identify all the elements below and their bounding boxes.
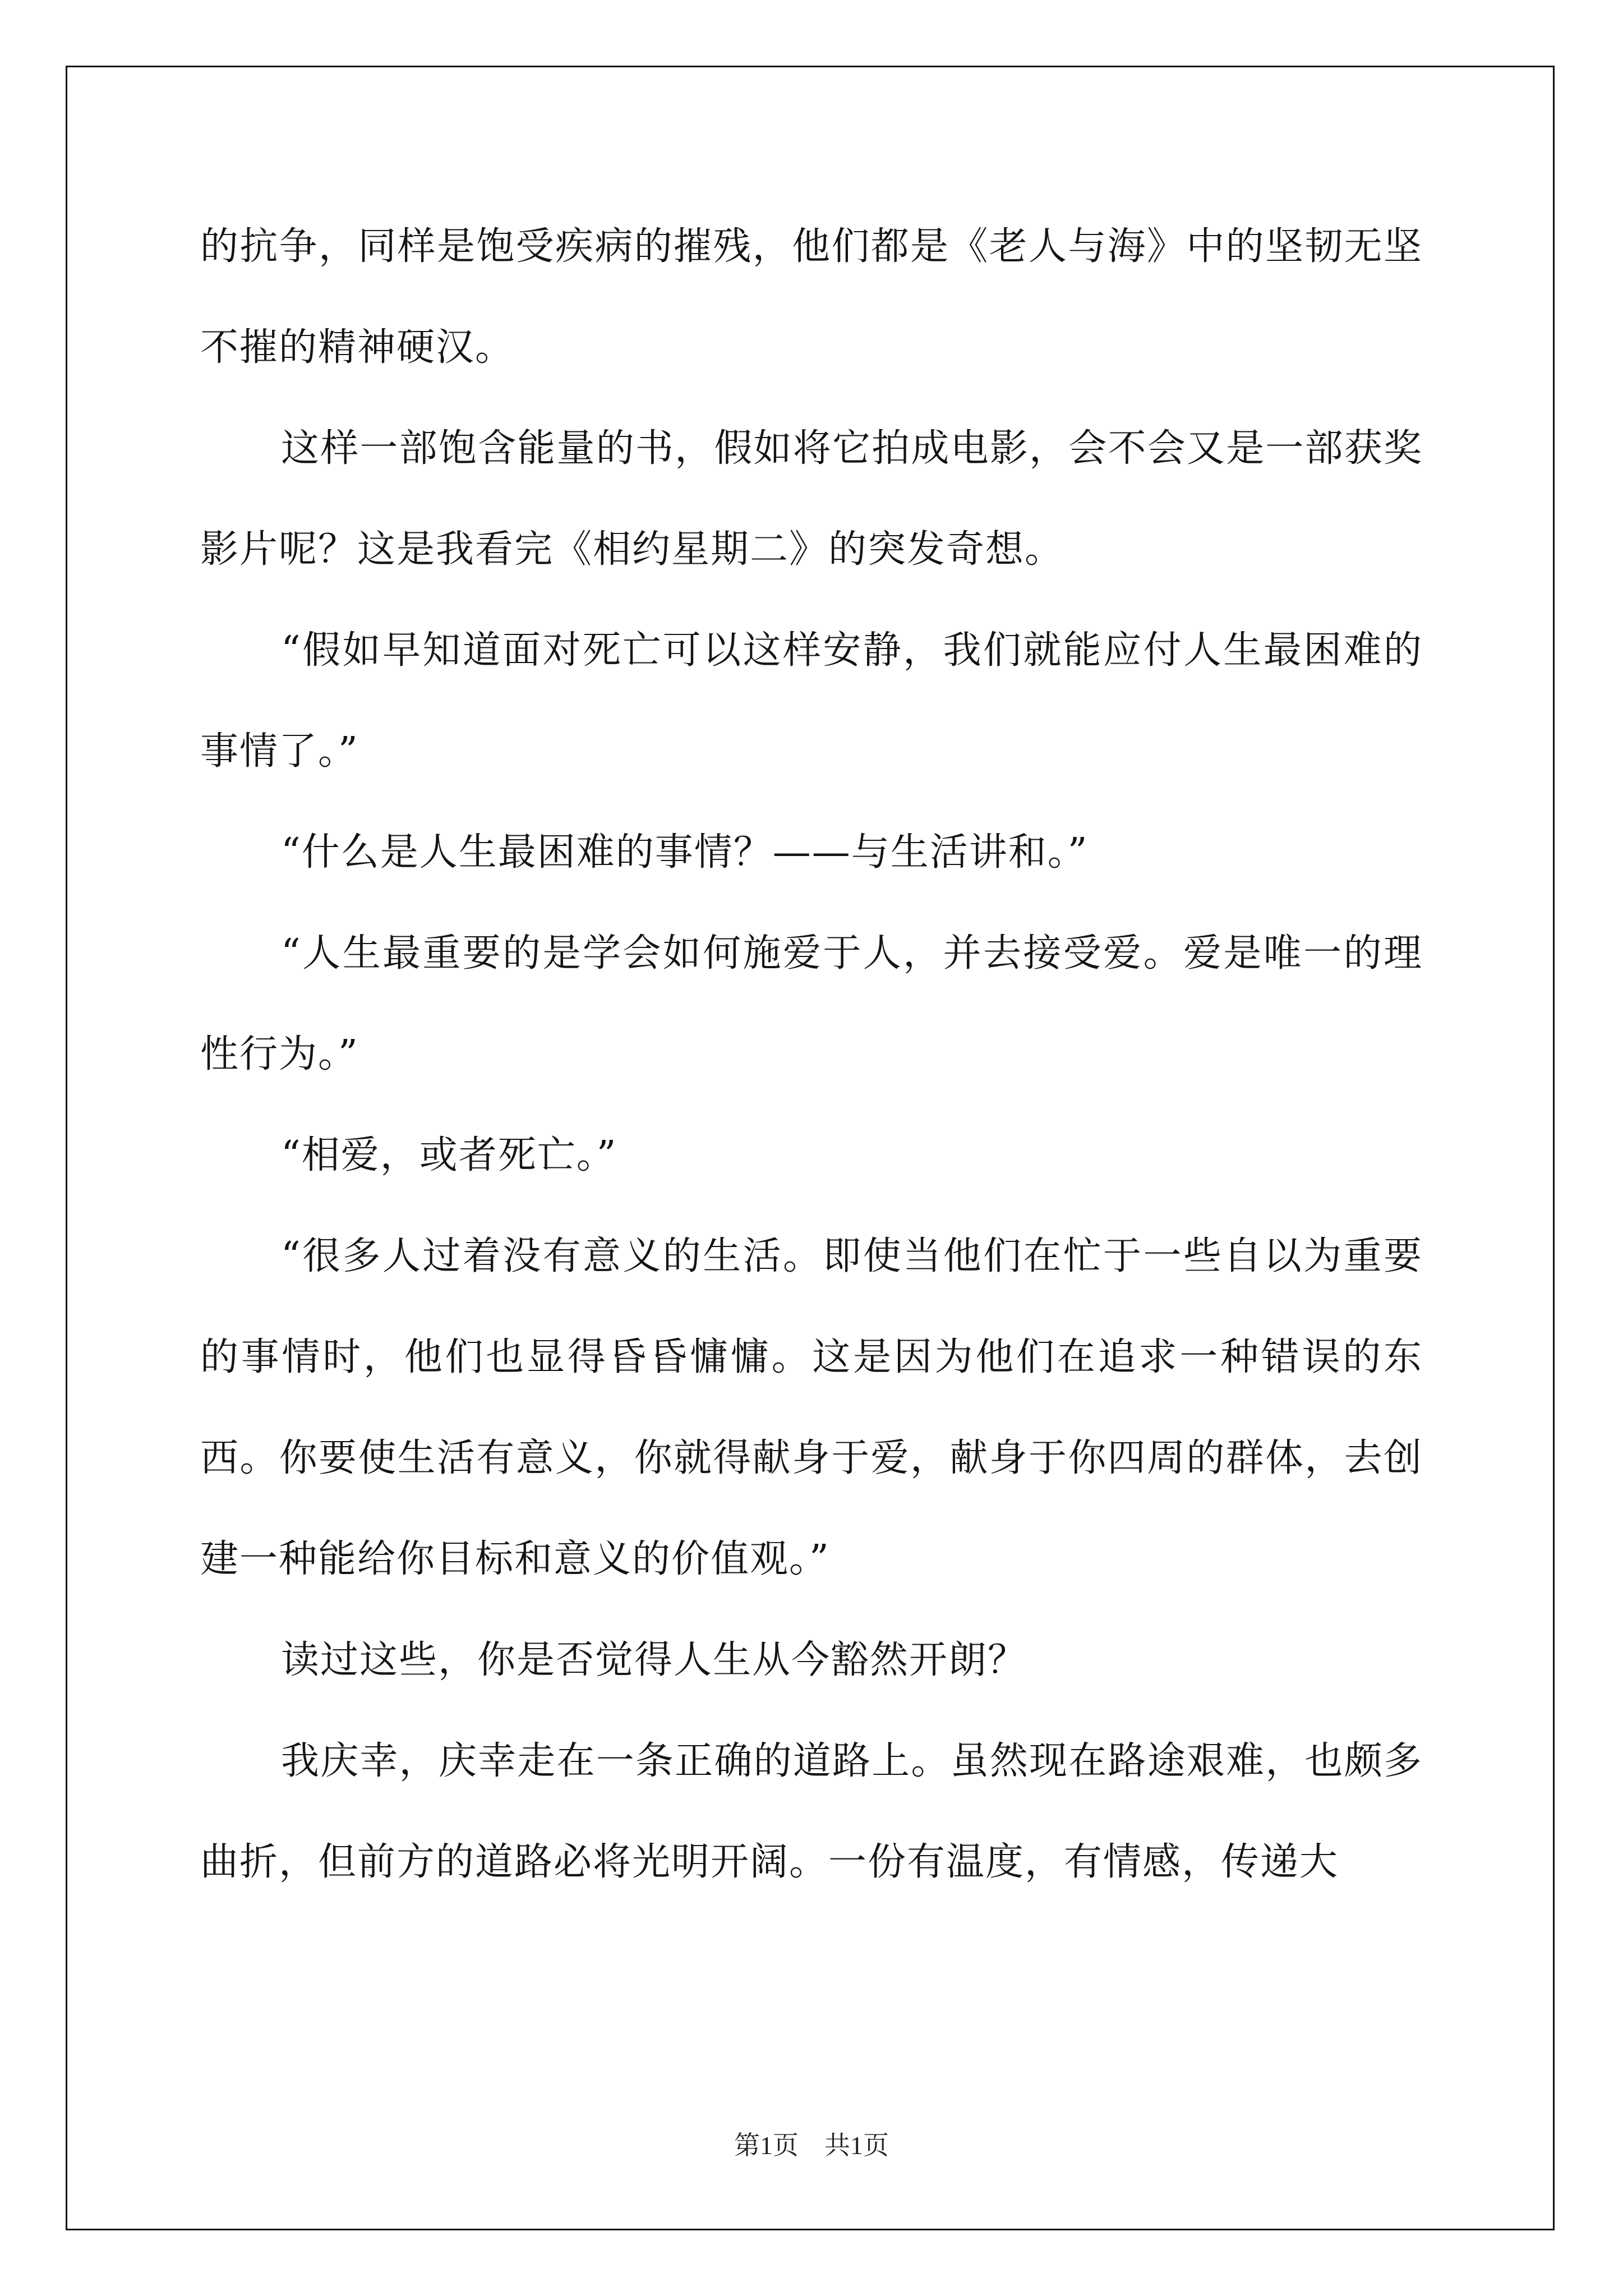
paragraph-6: “相爱，或者死亡。” xyxy=(281,1133,617,1177)
paragraph-7: “很多人过着没有意义的生活。即使当他们在忙于一些自以为重要的事情时，他们也显得昏昏慵慵。这是因为他们在追求一种错误的东西。你要使生活有意义，你就得献身于爱，献身于你四周的群体，去创建一种能给你目标和意义的价值观。” xyxy=(200,1234,1423,1581)
page-number-footer: 第1页 共1页 xyxy=(734,2131,889,2160)
paragraph-9: 我庆幸，庆幸走在一条正确的道路上。虽然现在路途艰难，也颇多曲折，但前方的道路必将光明开阔。一份有温度，有情感，传递大 xyxy=(200,1739,1423,1884)
paragraph-4: “什么是人生最困难的事情？——与生活讲和。” xyxy=(281,830,1089,875)
paragraph-3: “假如早知道面对死亡可以这样安静，我们就能应付人生最困难的事情了。” xyxy=(200,628,1423,774)
paragraph-1: 的抗争，同样是饱受疾病的摧残，他们都是《老人与海》中的坚韧无坚不摧的精神硬汉。 xyxy=(200,224,1423,370)
paragraph-2: 这样一部饱含能量的书，假如将它拍成电影，会不会又是一部获奖影片呢？这是我看完《相约星期二》的突发奇想。 xyxy=(200,426,1423,572)
paragraph-5: “人生最重要的是学会如何施爱于人，并去接受爱。爱是唯一的理性行为。” xyxy=(200,931,1423,1076)
paragraph-8: 读过这些，你是否觉得人生从今豁然开朗？ xyxy=(281,1638,1027,1682)
document-body xyxy=(200,196,1423,1913)
